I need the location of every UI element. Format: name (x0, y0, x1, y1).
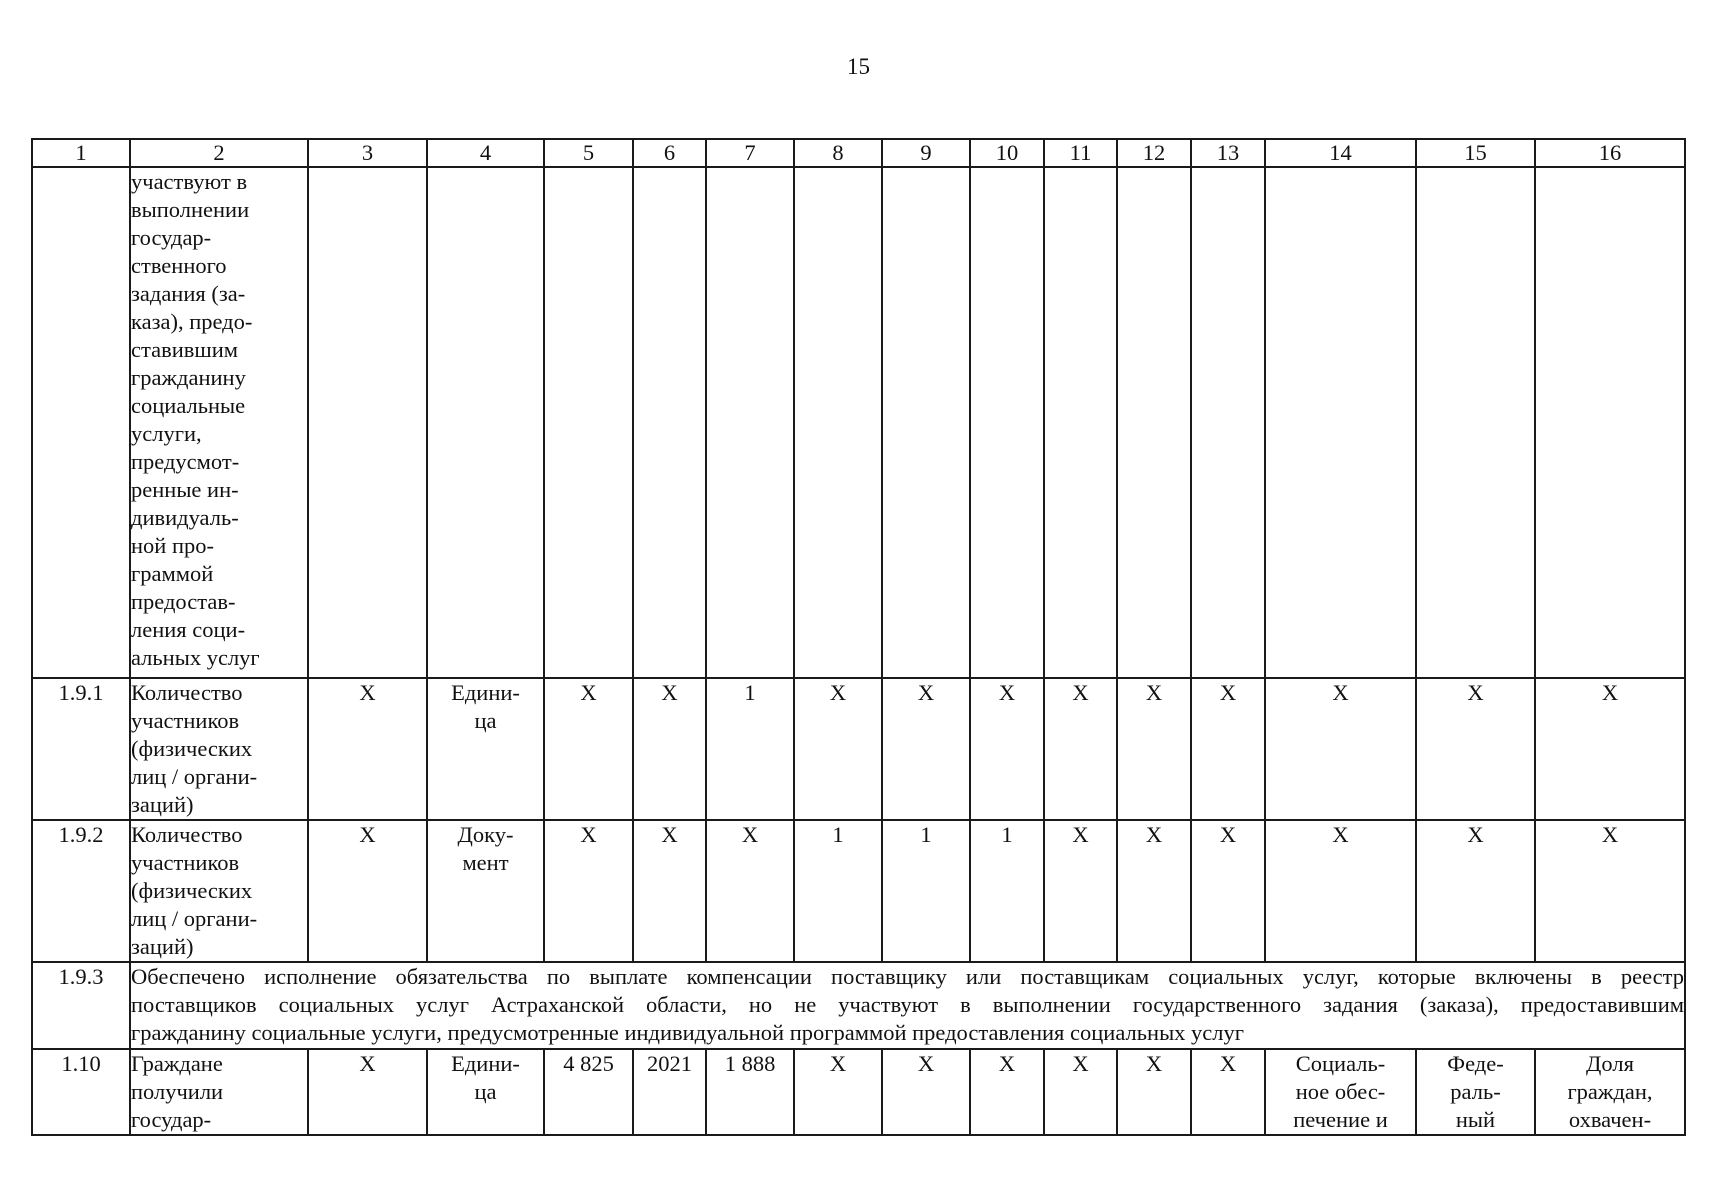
table-cell: 1 (970, 820, 1044, 962)
table-row (32, 820, 1685, 962)
column-number: 10 (970, 139, 1044, 167)
table-row-merged (32, 962, 1685, 1049)
empty-cell (882, 167, 970, 678)
unit-cell: Едини- ца (427, 1049, 544, 1135)
empty-cell (1117, 167, 1191, 678)
row-number: 1.10 (32, 1049, 130, 1135)
merged-description-cell: Обеспечено исполнение обязательства по выплате компенсации поставщику или поставщикам социальных услуг, которые включены в реестр поставщиков социальных услуг Астраханской области, но не участвуют в выполнении государственного задания (заказа), предоставившим гражданину социальные услуги, предусмотренные индивидуальной программой предоставления социальных услуг (130, 962, 1685, 1049)
unit-cell: Доку- мент (427, 820, 544, 962)
empty-cell (544, 167, 633, 678)
table-cell: Х (1117, 820, 1191, 962)
table-cell: Х (970, 1049, 1044, 1135)
table-cell: Х (1535, 678, 1685, 820)
table-cell: 1 888 (706, 1049, 794, 1135)
column-number: 11 (1044, 139, 1117, 167)
table-cell: Х (1191, 678, 1265, 820)
empty-cell (1191, 167, 1265, 678)
empty-cell (1416, 167, 1535, 678)
column-number: 2 (130, 139, 308, 167)
empty-cell (32, 167, 130, 678)
table-cell: 1 (706, 678, 794, 820)
indicator-name: Количество участников (физических лиц / органи- заций) (130, 820, 308, 962)
column-number: 15 (1416, 139, 1535, 167)
empty-cell (970, 167, 1044, 678)
table-cell: Х (1117, 1049, 1191, 1135)
column-number: 4 (427, 139, 544, 167)
table-cell: Х (544, 820, 633, 962)
table-cell: Доля граждан, охвачен- (1535, 1049, 1685, 1135)
table-cell: Х (1265, 820, 1416, 962)
table-row (32, 1049, 1685, 1135)
column-number-row (32, 139, 1685, 167)
column-number: 6 (633, 139, 706, 167)
unit-cell: Едини- ца (427, 678, 544, 820)
indicator-table (31, 138, 1686, 1136)
column-number: 16 (1535, 139, 1685, 167)
table-cell: Х (633, 678, 706, 820)
continued-indicator-name: участвуют в выполнении государ- ственного задания (за- каза), предо- ставившим гражданину социальные услуги, предусмот- ренные ин- дивидуаль- ной про- граммой предостав- ления соци- альных услуг (130, 167, 308, 678)
column-number: 12 (1117, 139, 1191, 167)
table-cell: Х (1191, 820, 1265, 962)
empty-cell (1044, 167, 1117, 678)
table-cell: Х (308, 1049, 427, 1135)
table-cell: Х (633, 820, 706, 962)
table-cell: Х (882, 678, 970, 820)
row-number: 1.9.3 (32, 962, 130, 1049)
empty-cell (794, 167, 882, 678)
table-cell: Х (1117, 678, 1191, 820)
table-cell: Х (970, 678, 1044, 820)
column-number: 13 (1191, 139, 1265, 167)
table-cell: Социаль- ное обес- печение и (1265, 1049, 1416, 1135)
indicator-name: Количество участников (физических лиц / органи- заций) (130, 678, 308, 820)
table-cell: Х (706, 820, 794, 962)
empty-cell (706, 167, 794, 678)
page-number: 15 (847, 54, 870, 79)
column-number: 3 (308, 139, 427, 167)
row-number: 1.9.2 (32, 820, 130, 962)
table-cell: Х (1044, 678, 1117, 820)
table-cell: Х (1265, 678, 1416, 820)
table-cell: Феде- раль- ный (1416, 1049, 1535, 1135)
empty-cell (1535, 167, 1685, 678)
column-number: 5 (544, 139, 633, 167)
table-row (32, 678, 1685, 820)
row-number: 1.9.1 (32, 678, 130, 820)
empty-cell (633, 167, 706, 678)
column-number: 14 (1265, 139, 1416, 167)
table-cell: Х (882, 1049, 970, 1135)
column-number: 9 (882, 139, 970, 167)
empty-cell (308, 167, 427, 678)
table-cell: 4 825 (544, 1049, 633, 1135)
table-cell: 2021 (633, 1049, 706, 1135)
table-cell: Х (794, 678, 882, 820)
table-cell: Х (308, 820, 427, 962)
column-number: 1 (32, 139, 130, 167)
table-row-continuation (32, 167, 1685, 678)
table-cell: 1 (794, 820, 882, 962)
indicator-name: Граждане получили государ- (130, 1049, 308, 1135)
table-cell: 1 (882, 820, 970, 962)
column-number: 8 (794, 139, 882, 167)
table-cell: Х (308, 678, 427, 820)
table-cell: Х (794, 1049, 882, 1135)
table-cell: Х (1191, 1049, 1265, 1135)
table-cell: Х (1044, 1049, 1117, 1135)
table-cell: Х (1416, 678, 1535, 820)
table-cell: Х (1044, 820, 1117, 962)
column-number: 7 (706, 139, 794, 167)
table-cell: Х (544, 678, 633, 820)
table-cell: Х (1416, 820, 1535, 962)
empty-cell (427, 167, 544, 678)
empty-cell (1265, 167, 1416, 678)
table-cell: Х (1535, 820, 1685, 962)
